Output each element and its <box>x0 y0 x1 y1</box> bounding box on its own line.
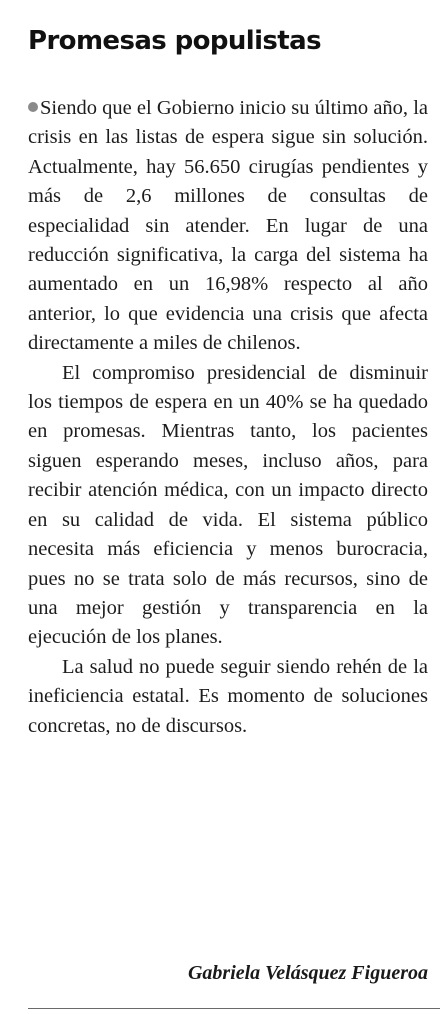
bottom-divider <box>28 1008 440 1009</box>
paragraph-1-text: Siendo que el Gobierno inicio su último año, la crisis en las listas de espera sigue sin solución. Actualmente, hay 56.650 cirugías pendientes y más de 2,6 millones de consultas de especialidad sin atender. En lugar de una reducción significativa, la carga del sistema ha aumentado en un 16,98% respecto al año anterior, lo que evidencia una crisis que afecta directamente a miles de chilenos. <box>28 97 428 355</box>
headline: Promesas populistas <box>28 26 321 56</box>
paragraph-2: El compromiso presidencial de disminuir los tiempos de espera en un 40% se ha quedado en promesas. Mientras tanto, los pacientes siguen esperando meses, incluso años, para recibir atención médica, con un impacto directo en su calidad de vida. El sistema público necesita más eficiencia y menos burocracia, pues no se trata solo de más recursos, sino de una mejor gestión y transparencia en la ejecución de los planes. <box>28 361 428 649</box>
article-body <box>28 94 428 741</box>
bullet-icon <box>28 102 38 112</box>
paragraph-3: La salud no puede seguir siendo rehén de la ineficiencia estatal. Es momento de soluciones concretas, no de discursos. <box>28 655 428 737</box>
paragraph-1 <box>28 94 428 359</box>
author-signature: Gabriela Velásquez Figueroa <box>187 962 428 984</box>
